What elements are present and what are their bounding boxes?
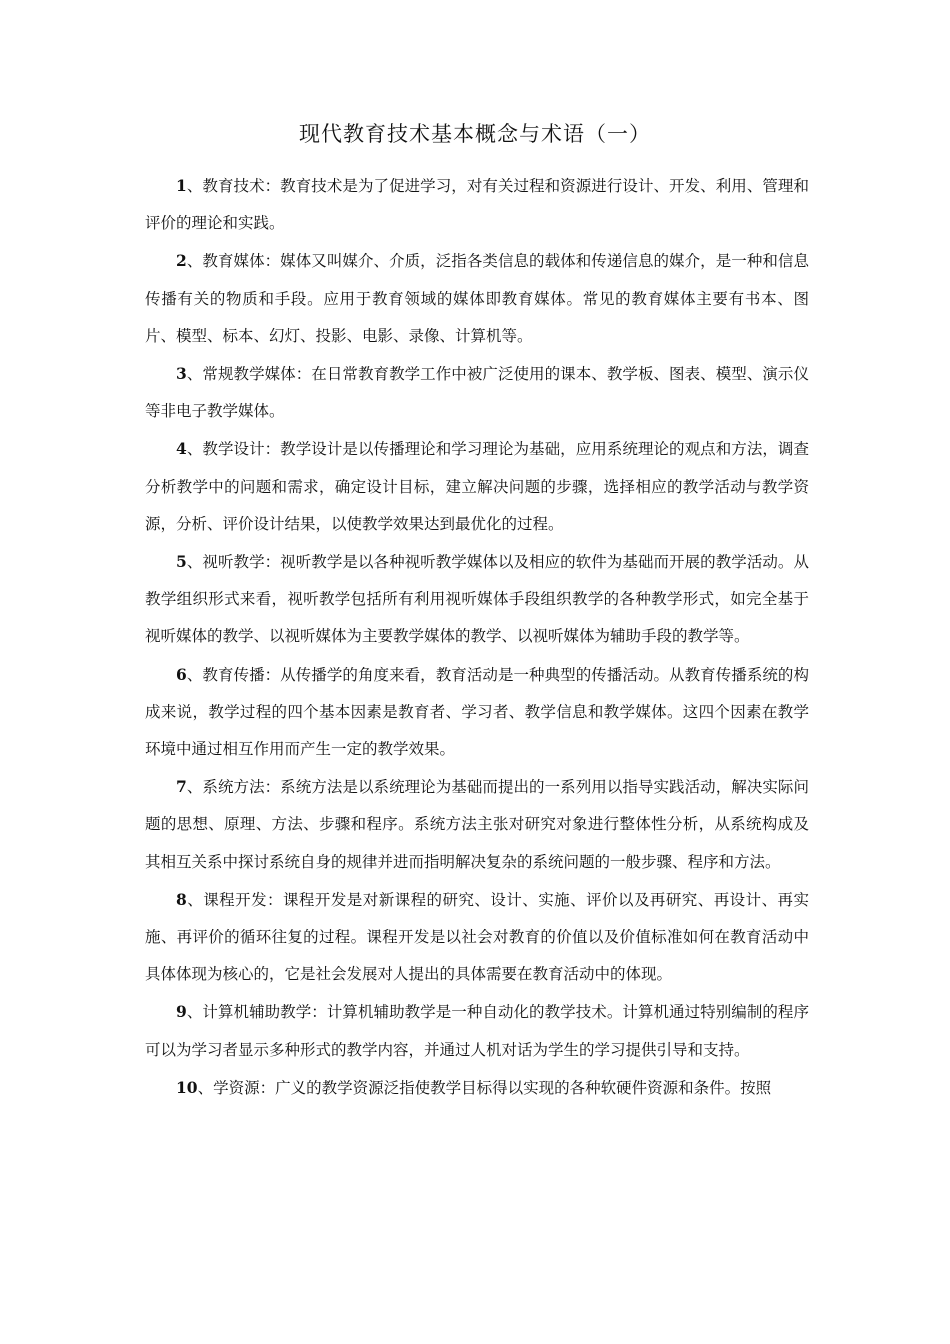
term-number: 8 [176, 889, 187, 909]
term-paragraph-6 [145, 656, 809, 769]
term-paragraph-2 [145, 242, 809, 355]
term-paragraph-3 [145, 355, 809, 430]
term-number: 6 [176, 664, 187, 684]
term-paragraph-10 [145, 1069, 809, 1107]
term-text: 、课程开发：课程开发是对新课程的研究、设计、实施、评价以及再研究、再设计、再实施、再评价的循环往复的过程。课程开发是以社会对教育的价值以及价值标准如何在教育活动中具体体现为核心的，它是社会发展对人提出的具体需要在教育活动中的体现。 [145, 890, 809, 984]
term-number: 9 [176, 1002, 187, 1022]
term-text: 、学资源：广义的教学资源泛指使教学目标得以实现的各种软硬件资源和条件。按照 [197, 1078, 772, 1097]
term-text: 、教学设计：教学设计是以传播理论和学习理论为基础，应用系统理论的观点和方法，调查分析教学中的问题和需求，确定设计目标，建立解决问题的步骤，选择相应的教学活动与教学资源，分析、评价设计结果，以使教学效果达到最优化的过程。 [145, 440, 809, 533]
term-text: 、教育传播：从传播学的角度来看，教育活动是一种典型的传播活动。从教育传播系统的构成来说，教学过程的四个基本因素是教育者、学习者、教学信息和教学媒体。这四个因素在教学环境中通过相互作用而产生一定的教学效果。 [145, 665, 809, 759]
page-title: 现代教育技术基本概念与术语（一） [299, 122, 651, 146]
term-number: 7 [176, 777, 187, 797]
term-paragraph-9 [145, 993, 809, 1068]
term-number: 5 [176, 552, 187, 572]
term-number: 1 [176, 176, 187, 195]
term-text: 、系统方法：系统方法是以系统理论为基础而提出的一系列用以指导实践活动，解决实际问题的思想、原理、方法、步骤和程序。系统方法主张对研究对象进行整体性分析，从系统构成及其相互关系中探讨系统自身的规律并进而指明解决复杂的系统问题的一般步骤、程序和方法。 [145, 778, 809, 871]
term-paragraph-5 [145, 543, 809, 656]
term-text: 、教育媒体：媒体又叫媒介、介质，泛指各类信息的载体和传递信息的媒介，是一种和信息传播有关的物质和手段。应用于教育领域的媒体即教育媒体。常见的教育媒体主要有书本、图片、模型、标本、幻灯、投影、电影、录像、计算机等。 [145, 252, 809, 345]
term-text: 、常规教学媒体：在日常教育教学工作中被广泛使用的课本、教学板、图表、模型、演示仪等非电子教学媒体。 [145, 365, 809, 421]
term-paragraph-4 [145, 430, 809, 543]
term-paragraph-8 [145, 881, 809, 994]
term-text: 、计算机辅助教学：计算机辅助教学是一种自动化的教学技术。计算机通过特别编制的程序可以为学习者显示多种形式的教学内容，并通过人机对话为学生的学习提供引导和支持。 [145, 1003, 809, 1059]
term-text: 、教育技术：教育技术是为了促进学习，对有关过程和资源进行设计、开发、利用、管理和评价的理论和实践。 [145, 177, 809, 233]
term-list [145, 167, 809, 1107]
term-text: 、视听教学：视听教学是以各种视听教学媒体以及相应的软件为基础而开展的教学活动。从教学组织形式来看，视听教学包括所有利用视听媒体手段组织教学的各种教学形式，如完全基于视听媒体的教学、以视听媒体为主要教学媒体的教学、以视听媒体为辅助手段的教学等。 [145, 553, 809, 646]
term-number: 3 [176, 364, 187, 384]
term-paragraph-7 [145, 768, 809, 881]
term-number: 2 [176, 251, 187, 271]
term-number: 10 [176, 1077, 198, 1097]
term-number: 4 [176, 439, 187, 459]
term-paragraph-1 [145, 167, 809, 242]
